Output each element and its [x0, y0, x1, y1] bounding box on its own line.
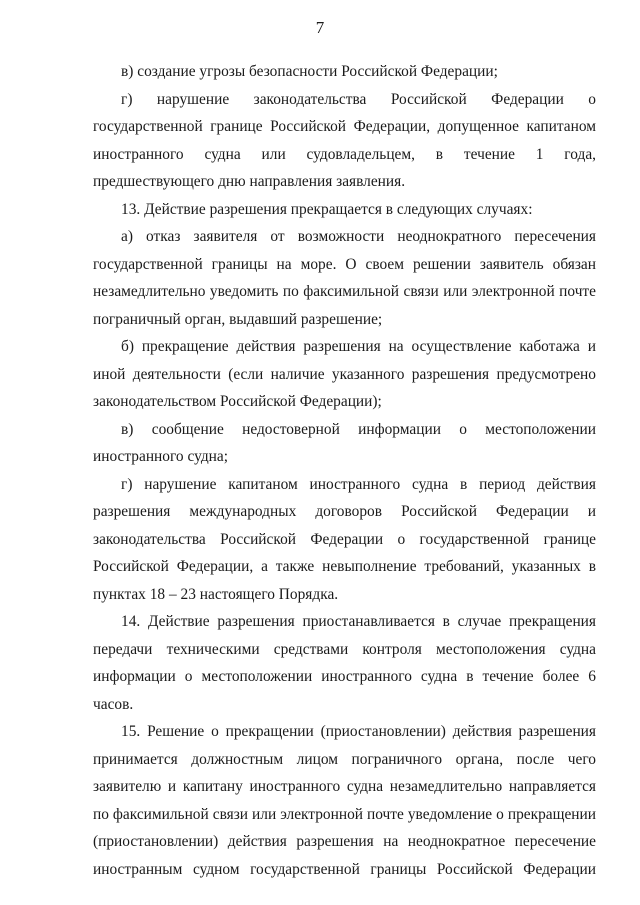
paragraph-v-false-info: в) сообщение недостоверной информации о местоположении иностранного судна;	[93, 420, 596, 465]
paragraph-b-cabotage: б) прекращение действия разрешения на осуществление каботажа и иной деятельности (если наличие указанного разрешения предусмотрено законодательством Российской Федерации);	[93, 338, 596, 410]
paragraph-a-refusal: а) отказ заявителя от возможности неоднократного пересечения государственной границы на море. О своем решении заявитель обязан незамедлительно уведомить по факсимильной связи или электронной почте пограничный орган, выдавший разрешение;	[93, 228, 596, 328]
paragraph-g-violation: г) нарушение законодательства Российской Федерации о государственной границе Российской Федерации, допущенное капитаном иностранного судна или судовладельцем, в течение 1 года, предшествующего дню направления заявления.	[93, 90, 596, 190]
paragraph-14-suspension: 14. Действие разрешения приостанавливается в случае прекращения передачи техническими средствами контроля местоположения судна информации о местоположении иностранного судна в течение более 6 часов.	[93, 613, 596, 713]
document-body	[93, 58, 596, 883]
paragraph-v-threat: в) создание угрозы безопасности Российской Федерации;	[121, 63, 498, 80]
page-number: 7	[315, 18, 325, 37]
paragraph-g-captain-violation: г) нарушение капитаном иностранного судна в период действия разрешения международных договоров Российской Федерации и законодательства Российской Федерации о государственной границе Российской Федерации, а также невыполнение требований, указанных в пунктах 18 – 23 настоящего Порядка.	[93, 475, 596, 603]
paragraph-13-termination: 13. Действие разрешения прекращается в следующих случаях:	[121, 200, 533, 218]
paragraph-15-decision: 15. Решение о прекращении (приостановлении) действия разрешения принимается должностным лицом пограничного органа, после чего заявителю и капитану иностранного судна незамедлительно направляется по факсимильной связи или электронной почте уведомление о прекращении (приостановлении) действия разрешения на неоднократное пересечение иностранным судном государственной границы Российской Федерации	[93, 723, 596, 878]
